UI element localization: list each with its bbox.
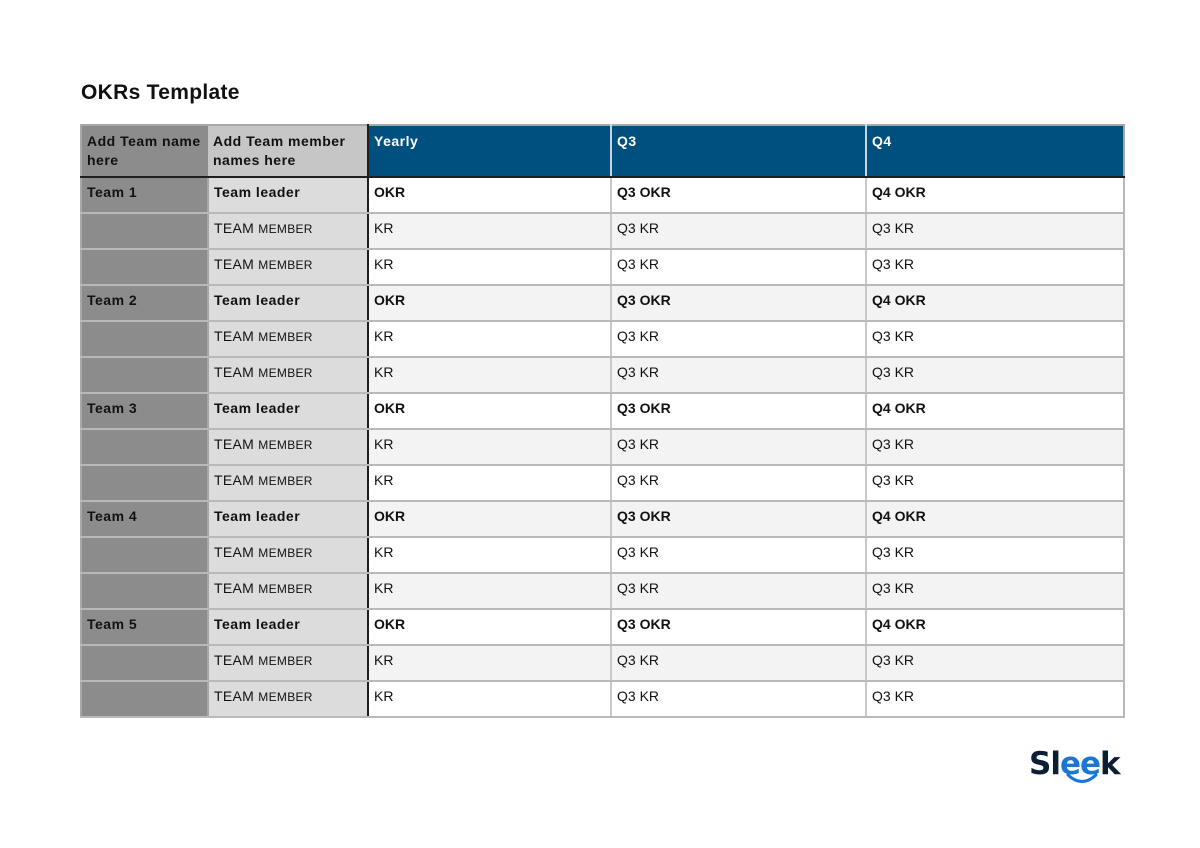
page-title: OKRs Template	[81, 81, 240, 104]
team-member-cell[interactable]	[208, 213, 368, 249]
table-row	[81, 321, 1124, 357]
team-member-label-rest: MEMBER	[258, 654, 313, 668]
q3-kr-cell[interactable]: Q3 KR	[611, 537, 866, 573]
q4-okr-cell[interactable]: Q4 OKR	[866, 609, 1124, 645]
q4-kr-cell[interactable]: Q3 KR	[866, 249, 1124, 285]
team-member-label-rest: MEMBER	[258, 438, 313, 452]
team-member-label-rest: MEMBER	[258, 258, 313, 272]
yearly-kr-cell[interactable]: KR	[368, 537, 611, 573]
header-q3[interactable]: Q3	[611, 125, 866, 177]
logo-text-start: Sl	[1029, 746, 1060, 782]
q3-kr-cell[interactable]: Q3 KR	[611, 573, 866, 609]
q3-kr-cell[interactable]: Q3 KR	[611, 249, 866, 285]
yearly-kr-cell[interactable]: KR	[368, 465, 611, 501]
team-name-empty-cell[interactable]	[81, 573, 208, 609]
q3-okr-cell[interactable]: Q3 OKR	[611, 177, 866, 213]
table-row	[81, 537, 1124, 573]
logo-text-eyes: ee	[1059, 746, 1101, 782]
yearly-okr-cell[interactable]: OKR	[368, 285, 611, 321]
team-leader-cell[interactable]: Team leader	[208, 285, 368, 321]
table-row	[81, 609, 1124, 645]
team-member-label-cap: TEAM	[214, 580, 255, 596]
yearly-kr-cell[interactable]: KR	[368, 429, 611, 465]
logo-text-end: k	[1100, 746, 1120, 782]
yearly-kr-cell[interactable]: KR	[368, 645, 611, 681]
yearly-kr-cell[interactable]: KR	[368, 321, 611, 357]
q4-kr-cell[interactable]: Q3 KR	[866, 213, 1124, 249]
team-leader-cell[interactable]: Team leader	[208, 177, 368, 213]
q4-okr-cell[interactable]: Q4 OKR	[866, 285, 1124, 321]
q3-kr-cell[interactable]: Q3 KR	[611, 645, 866, 681]
team-member-label-cap: TEAM	[214, 220, 255, 236]
team-member-label-rest: MEMBER	[258, 690, 313, 704]
q3-kr-cell[interactable]: Q3 KR	[611, 321, 866, 357]
yearly-kr-cell[interactable]: KR	[368, 681, 611, 717]
team-member-label-rest: MEMBER	[258, 546, 313, 560]
q3-okr-cell[interactable]: Q3 OKR	[611, 609, 866, 645]
team-name-empty-cell[interactable]	[81, 357, 208, 393]
yearly-okr-cell[interactable]: OKR	[368, 393, 611, 429]
table-row	[81, 285, 1124, 321]
yearly-kr-cell[interactable]: KR	[368, 249, 611, 285]
q4-okr-cell[interactable]: Q4 OKR	[866, 501, 1124, 537]
q4-kr-cell[interactable]: Q3 KR	[866, 321, 1124, 357]
team-member-label-rest: MEMBER	[258, 222, 313, 236]
yearly-okr-cell[interactable]: OKR	[368, 609, 611, 645]
yearly-okr-cell[interactable]: OKR	[368, 501, 611, 537]
team-name-cell[interactable]: Team 1	[81, 177, 208, 213]
header-team-name[interactable]: Add Team name here	[81, 125, 208, 177]
q4-okr-cell[interactable]: Q4 OKR	[866, 177, 1124, 213]
team-member-label-cap: TEAM	[214, 436, 255, 452]
team-name-cell[interactable]: Team 2	[81, 285, 208, 321]
q4-kr-cell[interactable]: Q3 KR	[866, 537, 1124, 573]
team-leader-cell[interactable]: Team leader	[208, 393, 368, 429]
q4-kr-cell[interactable]: Q3 KR	[866, 573, 1124, 609]
team-member-label-cap: TEAM	[214, 544, 255, 560]
team-member-cell[interactable]	[208, 537, 368, 573]
team-name-cell[interactable]: Team 5	[81, 609, 208, 645]
table-row	[81, 429, 1124, 465]
team-leader-cell[interactable]: Team leader	[208, 609, 368, 645]
q4-kr-cell[interactable]: Q3 KR	[866, 681, 1124, 717]
team-name-empty-cell[interactable]	[81, 645, 208, 681]
team-member-label-rest: MEMBER	[258, 366, 313, 380]
q4-kr-cell[interactable]: Q3 KR	[866, 429, 1124, 465]
team-member-label-rest: MEMBER	[258, 582, 313, 596]
table-row	[81, 249, 1124, 285]
team-member-cell[interactable]	[208, 645, 368, 681]
q4-kr-cell[interactable]: Q3 KR	[866, 645, 1124, 681]
table-row	[81, 573, 1124, 609]
team-member-label-cap: TEAM	[214, 364, 255, 380]
team-name-empty-cell[interactable]	[81, 321, 208, 357]
yearly-kr-cell[interactable]: KR	[368, 573, 611, 609]
yearly-kr-cell[interactable]: KR	[368, 357, 611, 393]
team-member-label-rest: MEMBER	[258, 474, 313, 488]
sleek-logo	[1029, 742, 1121, 786]
team-leader-cell[interactable]: Team leader	[208, 501, 368, 537]
team-member-label-cap: TEAM	[214, 328, 255, 344]
q4-okr-cell[interactable]: Q4 OKR	[866, 393, 1124, 429]
q3-kr-cell[interactable]: Q3 KR	[611, 681, 866, 717]
team-member-cell[interactable]	[208, 429, 368, 465]
table-header-row	[81, 125, 1124, 177]
team-member-label-cap: TEAM	[214, 652, 255, 668]
team-member-label-cap: TEAM	[214, 472, 255, 488]
team-name-empty-cell[interactable]	[81, 249, 208, 285]
team-name-empty-cell[interactable]	[81, 681, 208, 717]
team-member-label-rest: MEMBER	[258, 330, 313, 344]
team-name-cell[interactable]: Team 4	[81, 501, 208, 537]
table-row	[81, 501, 1124, 537]
table-row	[81, 213, 1124, 249]
team-name-empty-cell[interactable]	[81, 429, 208, 465]
yearly-okr-cell[interactable]: OKR	[368, 177, 611, 213]
team-member-cell[interactable]	[208, 465, 368, 501]
q4-kr-cell[interactable]: Q3 KR	[866, 465, 1124, 501]
team-member-label-cap: TEAM	[214, 256, 255, 272]
team-name-empty-cell[interactable]	[81, 537, 208, 573]
header-team-members[interactable]: Add Team member names here	[208, 125, 368, 177]
team-member-cell[interactable]	[208, 249, 368, 285]
q3-okr-cell[interactable]: Q3 OKR	[611, 501, 866, 537]
team-name-cell[interactable]: Team 3	[81, 393, 208, 429]
table-row	[81, 681, 1124, 717]
q3-okr-cell[interactable]: Q3 OKR	[611, 285, 866, 321]
table-row	[81, 177, 1124, 213]
team-member-cell[interactable]	[208, 321, 368, 357]
q3-kr-cell[interactable]: Q3 KR	[611, 213, 866, 249]
header-yearly[interactable]: Yearly	[368, 125, 611, 177]
team-member-cell[interactable]	[208, 357, 368, 393]
table-row	[81, 357, 1124, 393]
team-name-empty-cell[interactable]	[81, 213, 208, 249]
q3-kr-cell[interactable]: Q3 KR	[611, 429, 866, 465]
team-member-cell[interactable]	[208, 573, 368, 609]
header-q4[interactable]: Q4	[866, 125, 1124, 177]
okr-table	[80, 124, 1125, 718]
q3-kr-cell[interactable]: Q3 KR	[611, 357, 866, 393]
okr-table-body	[81, 177, 1124, 717]
q3-okr-cell[interactable]: Q3 OKR	[611, 393, 866, 429]
table-row	[81, 465, 1124, 501]
logo-smile-icon	[1065, 772, 1099, 786]
team-member-label-cap: TEAM	[214, 688, 255, 704]
team-member-cell[interactable]	[208, 681, 368, 717]
q3-kr-cell[interactable]: Q3 KR	[611, 465, 866, 501]
q4-kr-cell[interactable]: Q3 KR	[866, 357, 1124, 393]
table-row	[81, 393, 1124, 429]
yearly-kr-cell[interactable]: KR	[368, 213, 611, 249]
team-name-empty-cell[interactable]	[81, 465, 208, 501]
table-row	[81, 645, 1124, 681]
